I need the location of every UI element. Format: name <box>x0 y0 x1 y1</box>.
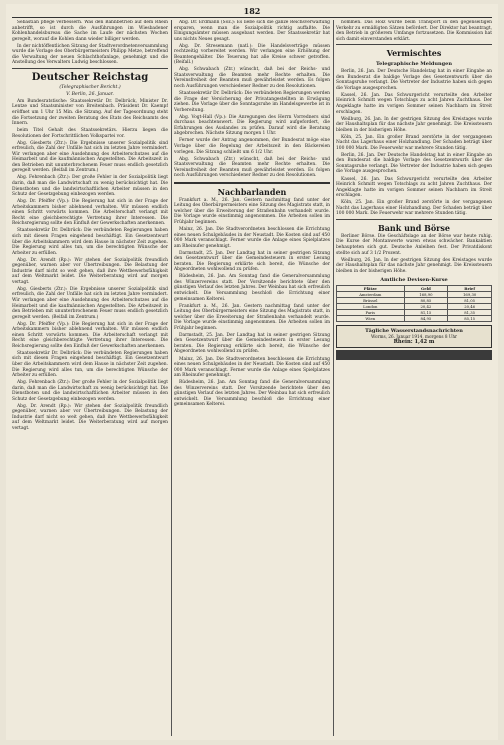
notice-date: Worms, 26. Januar 1914, morgens 8 Uhr <box>370 334 458 340</box>
article-paragraph: Darmstadt, 25. Jan. Der Landtag hat in seiner gestrigen Sitzung den Gesetzentwurf über die Gemeindesteuern in erster Lesung beraten. Die Regierung erklärte sich bereit, die Wünsche der Abgeordneten wohlwollend zu prüfen. <box>174 250 330 273</box>
column-divider <box>333 20 334 736</box>
notice-value: Rhein: 1,42 m <box>393 339 435 346</box>
article-paragraph: Weilburg, 26. Jan. In der gestrigen Sitzung des Kreistages wurde der Haushaltsplan für das nächste Jahr genehmigt. Die Kreissteuern bleiben in der bisherigen Höhe. <box>336 257 492 274</box>
article-paragraph: Abg. Dr. Stresemann (natl.): Die Handelsverträge müssen rechtzeitig vorbereitet werden. Wir verlangen eine Erhöhung der Beamtengehälter. Die Teuerung hat alle Kreise schwer getroffen. (Beifall.) <box>174 43 330 66</box>
table-cell: 169,30 <box>448 292 492 298</box>
article-paragraph: Abg. Giesberts (Ztr.): Die Ergebnisse unserer Sozialpolitik sind erfreulich, die Zahl der Unfälle hat sich im letzten Jahre vermindert. Wir verlangen aber eine Ausdehnung des Arbeiterschutzes auf die Heimarbeit und die kaufmännischen Angestellten. Die Arbeitszeit in den Betrieben mit ununterbrochenem Feuer muss endlich gesetzlich geregelt werden. (Beifall im Zentrum.) <box>12 140 168 174</box>
article-paragraph: Abg. Dr. Arendt (Rp.): Wir stehen der Sozialpolitik freundlich gegenüber, warnen aber vor Übertreibungen. Die Belastung der Industrie darf nicht so weit gehen, daß ihre Wettbewerbsfähigkeit auf dem Weltmarkt leidet. Die Weiterberatung wird auf morgen vertagt. <box>12 257 168 285</box>
article-paragraph: Köln, 25. Jan. Ein großer Brand zerstörte in der vergangenen Nacht das Lagerhaus einer Holzhandlung. Der Schaden beträgt über 100 000 Mark. Die Feuerwehr war mehrere Stunden tätig. <box>336 134 492 151</box>
column-1 <box>12 20 168 736</box>
exchange-rate-table <box>336 285 492 322</box>
article-paragraph: Köln, 25. Jan. Ein großer Brand zerstörte in der vergangenen Nacht das Lagerhaus einer Holzhandlung. Der Schaden beträgt über 100 000 Mark. Die Feuerwehr war mehrere Stunden tätig. <box>336 200 492 217</box>
table-cell: London <box>337 304 405 310</box>
section-heading-vermischtes: Vermischtes <box>386 48 442 59</box>
article-paragraph: Abg. Fehrenbach (Ztr.): Der große Fehler in der Sozialpolitik liegt darin, daß man die Landwirtschaft zu wenig berücksichtigt hat. Die Dienstboten und die landwirtschaftlichen Arbeiter müssen in den Schutz der Gesetzgebung einbezogen werden. <box>12 380 168 402</box>
article-paragraph: Abg. Schwabach (Ztr.) wünscht, daß bei der Reichs- und Staatsverwaltung die Beamten mehr Rechte erhalten. Die Vereinsfreiheit der Beamten muß gewährleistet werden. Es folgen noch Ausführungen verschiedener Redner zu den Resolutionen. <box>174 67 330 90</box>
table-cell: 84,95 <box>404 316 448 322</box>
section-heading-nachbarlanden: Nachbarlanden <box>217 186 287 197</box>
water-level-notice <box>336 325 492 348</box>
dateline: V. Berlin, 26. Januar. <box>66 91 114 97</box>
headline-reichstag: Deutscher Reichstag <box>31 71 149 83</box>
table-cell: 81,35 <box>448 310 492 316</box>
table-cell: 81,15 <box>404 310 448 316</box>
article-paragraph: Mainz, 26. Jan. Die Stadtverordneten beschlossen die Errichtung eines neuen Schulgebäudes in der Neustadt. Die Kosten sind auf 450 000 Mark veranschlagt. Ferner wurde die Anlage eines Spielplatzes am Rheinufer genehmigt. <box>174 356 330 379</box>
article-paragraph: Frankfurt a. M., 26. Jan. Gestern nachmittag fand unter der Leitung des Oberbürgermeisters eine Sitzung des Magistrats statt, in welcher über die Erweiterung der Straßenbahn verhandelt wurde. Die Vorlage wurde einstimmig angenommen. Die Arbeiten sollen im Frühjahr beginnen. <box>174 303 330 331</box>
table-row <box>337 316 492 322</box>
article-paragraph: Abg. Dr. Erdmann (Soz.): Es ließe sich die ganze Reichsverwaltung ersparen, wenn man die Sozialpolitik richtig auffaßte. Die Einigungsämter müssen ausgebaut werden. Der Staatssekretär hat uns nichts Neues gesagt. <box>174 20 330 42</box>
subsection-heading: Telegraphische Meldungen <box>376 61 452 68</box>
subline: (Telegraphischer Bericht.) <box>59 84 121 90</box>
table-title: Amtliche Devisen-Kurse <box>380 277 448 284</box>
article-paragraph: Kassel, 26. Jan. Das Schwurgericht verurteilte den Arbeiter Heinrich Schmitt wegen Totschlags zu acht Jahren Zuchthaus. Der Angeklagte hatte im vorigen Sommer seinen Nachbarn im Streit erschlagen. <box>336 92 492 115</box>
article-paragraph: Kassel, 26. Jan. Das Schwurgericht verurteilte den Arbeiter Heinrich Schmitt wegen Totschlags zu acht Jahren Zuchthaus. Der Angeklagte hatte im vorigen Sommer seinen Nachbarn im Streit erschlagen. <box>336 176 492 199</box>
table-header: Plätze <box>337 286 405 292</box>
table-cell: 20,46 <box>448 304 492 310</box>
article-paragraph: Frankfurt a. M., 26. Jan. Gestern nachmittag fand unter der Leitung des Oberbürgermeisters eine Sitzung des Magistrats statt, in welcher über die Erweiterung der Straßenbahn verhandelt wurde. Die Vorlage wurde einstimmig angenommen. Die Arbeiten sollen im Frühjahr beginnen. <box>174 197 330 225</box>
column-2 <box>174 20 330 736</box>
article-paragraph: beim Titel Gehalt des Staatssekretärs. Hierzu liegen die Resolutionen der Fortschrittlichen Volkspartei vor. <box>12 128 168 139</box>
article-paragraph: Am Bundesratstische: Staatssekretär Dr. Delbrück, Minister Dr. Lentze und Staatsminister von Breitenbach. Präsident Dr. Kaempf eröffnet um 1 Uhr 15 Min. die Sitzung. Auf der Tagesordnung steht die Fortsetzung der zweiten Beratung des Etats des Reichsamts des Innern. <box>12 98 168 127</box>
article-paragraph: Staatssekretär Dr. Delbrück: Die verbündeten Regierungen haben sich mit diesen Fragen eingehend beschäftigt. Ein Gesetzentwurf über die Arbeitskammern wird dem Hause in nächster Zeit zugehen. Die Regierung wird alles tun, um die berechtigten Wünsche der Arbeiter zu erfüllen. <box>12 350 168 379</box>
article-paragraph: Berlin, 26. Jan. Der Deutsche Handelstag hat in einer Eingabe an den Bundesrat die baldige Vorlage des Gesetzentwurfs über die Sonntagsruhe verlangt. Die Vertreter der Industrie haben sich gegen die Vorlage ausgesprochen. <box>336 69 492 91</box>
table-header: Brief <box>448 286 492 292</box>
article-paragraph: Abg. Giesberts (Ztr.): Die Ergebnisse unserer Sozialpolitik sind erfreulich, die Zahl der Unfälle hat sich im letzten Jahre vermindert. Wir verlangen aber eine Ausdehnung des Arbeiterschutzes auf die Heimarbeit und die kaufmännischen Angestellten. Die Arbeitszeit in den Betrieben mit ununterbrochenem Feuer muss endlich gesetzlich geregelt werden. (Beifall im Zentrum.) <box>12 286 168 320</box>
divider <box>336 219 492 220</box>
column-3 <box>336 20 492 736</box>
top-rule <box>12 17 492 18</box>
table-cell: Amsterdam <box>337 292 405 298</box>
article-paragraph: Staatssekretär Dr. Delbrück: Die verbündeten Regierungen haben sich mit diesen Fragen eingehend beschäftigt. Ein Gesetzentwurf über die Arbeitskammern wird dem Hause in nächster Zeit zugehen. Die Regierung wird alles tun, um die berechtigten Wünsche der Arbeiter zu erfüllen. <box>12 228 168 256</box>
divider <box>12 68 168 69</box>
table-cell: 85,15 <box>448 316 492 322</box>
page-number: 182 <box>243 6 261 16</box>
article-paragraph: Darmstadt, 25. Jan. Der Landtag hat in seiner gestrigen Sitzung den Gesetzentwurf über die Gemeindesteuern in erster Lesung beraten. Die Regierung erklärte sich bereit, die Wünsche der Abgeordneten wohlwollend zu prüfen. <box>174 332 330 355</box>
table-cell: 20,42 <box>404 304 448 310</box>
article-paragraph: Ferner wurde der Antrag angenommen, der Bundesrat möge eine Vorlage über die Regelung der Arbeitszeit in den Bäckereien vorlegen. Die Sitzung schließt um 6 1/2 Uhr. <box>174 138 330 155</box>
article-paragraph: Abg. Vogt-Hall (Vp.): Die Anregungen des Herrn Vorredners sind durchaus beachtenswert. Die Regierung wird aufgefordert, die Erfahrungen des Auslandes zu prüfen. Darauf wird die Beratung abgebrochen. Nächste Sitzung morgen 1 Uhr. <box>174 114 330 137</box>
article-paragraph: Rüdesheim, 26. Jan. Am Sonntag fand die Generalversammlung des Winzervereins statt. Der Vorsitzende berichtete über den günstigen Verlauf des letzten Jahres. Der Weinbau hat sich erfreulich entwickelt. Die Versammlung beschloß die Errichtung einer gemeinsamen Kelterei. <box>174 274 330 302</box>
article-paragraph: nommen. Das Holz wurde beim Transport in den gegenseitigen Verkehr zu ermäßigten Sätzen befördert. Der Direktor hat beantragt, den Betrieb in größerem Umfange fortzusetzen. Die Kommission hat sich damit einverstanden erklärt. <box>336 20 492 42</box>
article-paragraph: In der nichtöffentlichen Sitzung der Stadtverordnetenversammlung wurde die Vorlage des Oberbürgermeisters Philipp Metze, betreffend die Verwaltung der neuen Schlachthofanlage, genehmigt und die Anstellung des Verwalters Ludwig beschlossen. <box>12 43 168 66</box>
article-paragraph: Weilburg, 26. Jan. In der gestrigen Sitzung des Kreistages wurde der Haushaltsplan für das nächste Jahr genehmigt. Die Kreissteuern bleiben in der bisherigen Höhe. <box>336 116 492 133</box>
article-paragraph: Rüdesheim, 26. Jan. Am Sonntag fand die Generalversammlung des Winzervereins statt. Der Vorsitzende berichtete über den günstigen Verlauf des letzten Jahres. Der Weinbau hat sich erfreulich entwickelt. Die Versammlung beschloß die Errichtung einer gemeinsamen Kelterei. <box>174 380 330 408</box>
table-header: Geld <box>404 286 448 292</box>
table-cell: 81,05 <box>448 298 492 304</box>
article-paragraph: Mainz, 26. Jan. Die Stadtverordneten beschlossen die Errichtung eines neuen Schulgebäudes in der Neustadt. Die Kosten sind auf 450 000 Mark veranschlagt. Ferner wurde die Anlage eines Spielplatzes am Rheinufer genehmigt. <box>174 227 330 249</box>
article-paragraph: Abg. Dr. Pfeiffer (Vp.): Die Regierung hat sich in der Frage der Arbeitskammern bisher ablehnend verhalten. Wir müssen endlich einen Schritt vorwärts kommen. Die Arbeiterschaft verlangt mit Recht eine gleichberechtigte Vertretung ihrer Interessen. Die Reichsregierung sollte den Einfluß der Gewerkschaften anerkennen. <box>12 321 168 349</box>
newspaper-page <box>6 4 498 740</box>
table-cell: Brüssel <box>337 298 405 304</box>
table-cell: Paris <box>337 310 405 316</box>
divider <box>174 182 330 184</box>
section-heading-bank: Bank und Börse <box>377 222 450 233</box>
article-paragraph: Berliner Börse. Die Geschäftslage an der Börse war heute ruhig. Die Kurse der Montanwerte waren etwas schwächer. Bankaktien behaupteten sich gut. Deutsche Anleihen fest. Der Privatdiskont stellte sich auf 3 1/2 Prozent. <box>336 233 492 256</box>
table-cell: Wien <box>337 316 405 322</box>
advertisement-bar <box>336 350 492 360</box>
article-paragraph: Abg. Dr. Arendt (Rp.): Wir stehen der Sozialpolitik freundlich gegenüber, warnen aber vor Übertreibungen. Die Belastung der Industrie darf nicht so weit gehen, daß ihre Wettbewerbsfähigkeit auf dem Weltmarkt leidet. Die Weiterberatung wird auf morgen vertagt. <box>12 403 168 431</box>
article-paragraph: Abg. Schwabach (Ztr.) wünscht, daß bei der Reichs- und Staatsverwaltung die Beamten mehr Rechte erhalten. Die Vereinsfreiheit der Beamten muß gewährleistet werden. Es folgen noch Ausführungen verschiedener Redner zu den Resolutionen. <box>174 156 330 179</box>
table-cell: 80,85 <box>404 298 448 304</box>
article-paragraph: Berlin, 26. Jan. Der Deutsche Handelstag hat in einer Eingabe an den Bundesrat die baldige Vorlage des Gesetzentwurfs über die Sonntagsruhe verlangt. Die Vertreter der Industrie haben sich gegen die Vorlage ausgesprochen. <box>336 152 492 175</box>
notice-title: Tägliche Wasserstandsnachrichten <box>365 328 463 335</box>
article-paragraph: Sebastian pflege verbessern. Was den Bahnbetrieb auf dem Rhein anbetrifft, so ist durch die Ausführungen im Wiesbadener Kohlenhandelsbureau die Sache im Laufe der nächsten Wochen geregelt, worauf die Kohlen dann wieder billiger werden. <box>12 20 168 42</box>
table-cell: 168,90 <box>404 292 448 298</box>
article-paragraph: Abg. Fehrenbach (Ztr.): Der große Fehler in der Sozialpolitik liegt darin, daß man die Landwirtschaft zu wenig berücksichtigt hat. Die Dienstboten und die landwirtschaftlichen Arbeiter müssen in den Schutz der Gesetzgebung einbezogen werden. <box>12 175 168 198</box>
column-divider <box>171 20 172 736</box>
article-paragraph: Staatssekretär Dr. Delbrück: Die verbündeten Regierungen werden die Frage der Versicherung der Privatangestellten in Erwägung ziehen. Die Vorlage über die Sonntagsruhe im Handelsgewerbe ist in Vorbereitung. <box>174 91 330 113</box>
article-paragraph: Abg. Dr. Pfeiffer (Vp.): Die Regierung hat sich in der Frage der Arbeitskammern bisher ablehnend verhalten. Wir müssen endlich einen Schritt vorwärts kommen. Die Arbeiterschaft verlangt mit Recht eine gleichberechtigte Vertretung ihrer Interessen. Die Reichsregierung sollte den Einfluß der Gewerkschaften anerkennen. <box>12 199 168 227</box>
divider <box>336 44 492 45</box>
